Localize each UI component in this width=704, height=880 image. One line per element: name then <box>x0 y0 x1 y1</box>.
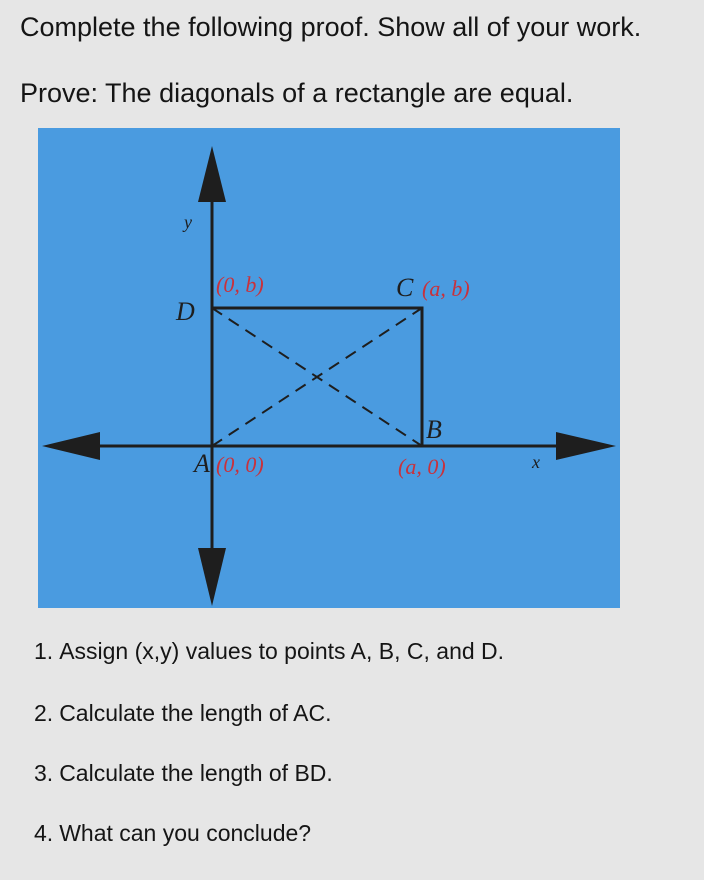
point-d-coord: (0, b) <box>216 272 264 297</box>
coordinate-diagram <box>38 128 620 608</box>
point-b-coord: (a, 0) <box>398 454 446 479</box>
y-axis-label: y <box>184 212 192 232</box>
point-b-label: B <box>426 415 442 444</box>
coordinate-plane-svg <box>38 128 620 608</box>
x-axis-right-arrow <box>556 432 616 460</box>
question-text: Calculate the length of BD. <box>59 760 333 786</box>
point-d-label: D <box>176 297 195 326</box>
question-text: Calculate the length of AC. <box>59 700 332 726</box>
point-c-label: C <box>396 273 414 302</box>
y-axis-up-arrow <box>198 146 226 202</box>
instruction-text: Complete the following proof. Show all of your work. <box>20 12 642 42</box>
question-2 <box>34 700 332 727</box>
question-number: 3. <box>34 760 54 786</box>
question-3 <box>34 760 333 787</box>
prove-statement: Prove: The diagonals of a rectangle are equal. <box>20 78 574 108</box>
y-axis-down-arrow <box>198 548 226 606</box>
x-axis-left-arrow <box>42 432 100 460</box>
diagonal-bd <box>212 308 422 446</box>
question-number: 1. <box>34 638 54 664</box>
point-a-label: A <box>194 449 210 478</box>
point-c-coord: (a, b) <box>422 276 470 301</box>
question-number: 2. <box>34 700 54 726</box>
point-a-coord: (0, 0) <box>216 452 264 477</box>
question-4 <box>34 820 311 847</box>
question-number: 4. <box>34 820 54 846</box>
question-text: Assign (x,y) values to points A, B, C, and D. <box>59 638 505 664</box>
x-axis-label: x <box>532 452 540 472</box>
question-text: What can you conclude? <box>59 820 312 846</box>
question-1 <box>34 638 504 665</box>
